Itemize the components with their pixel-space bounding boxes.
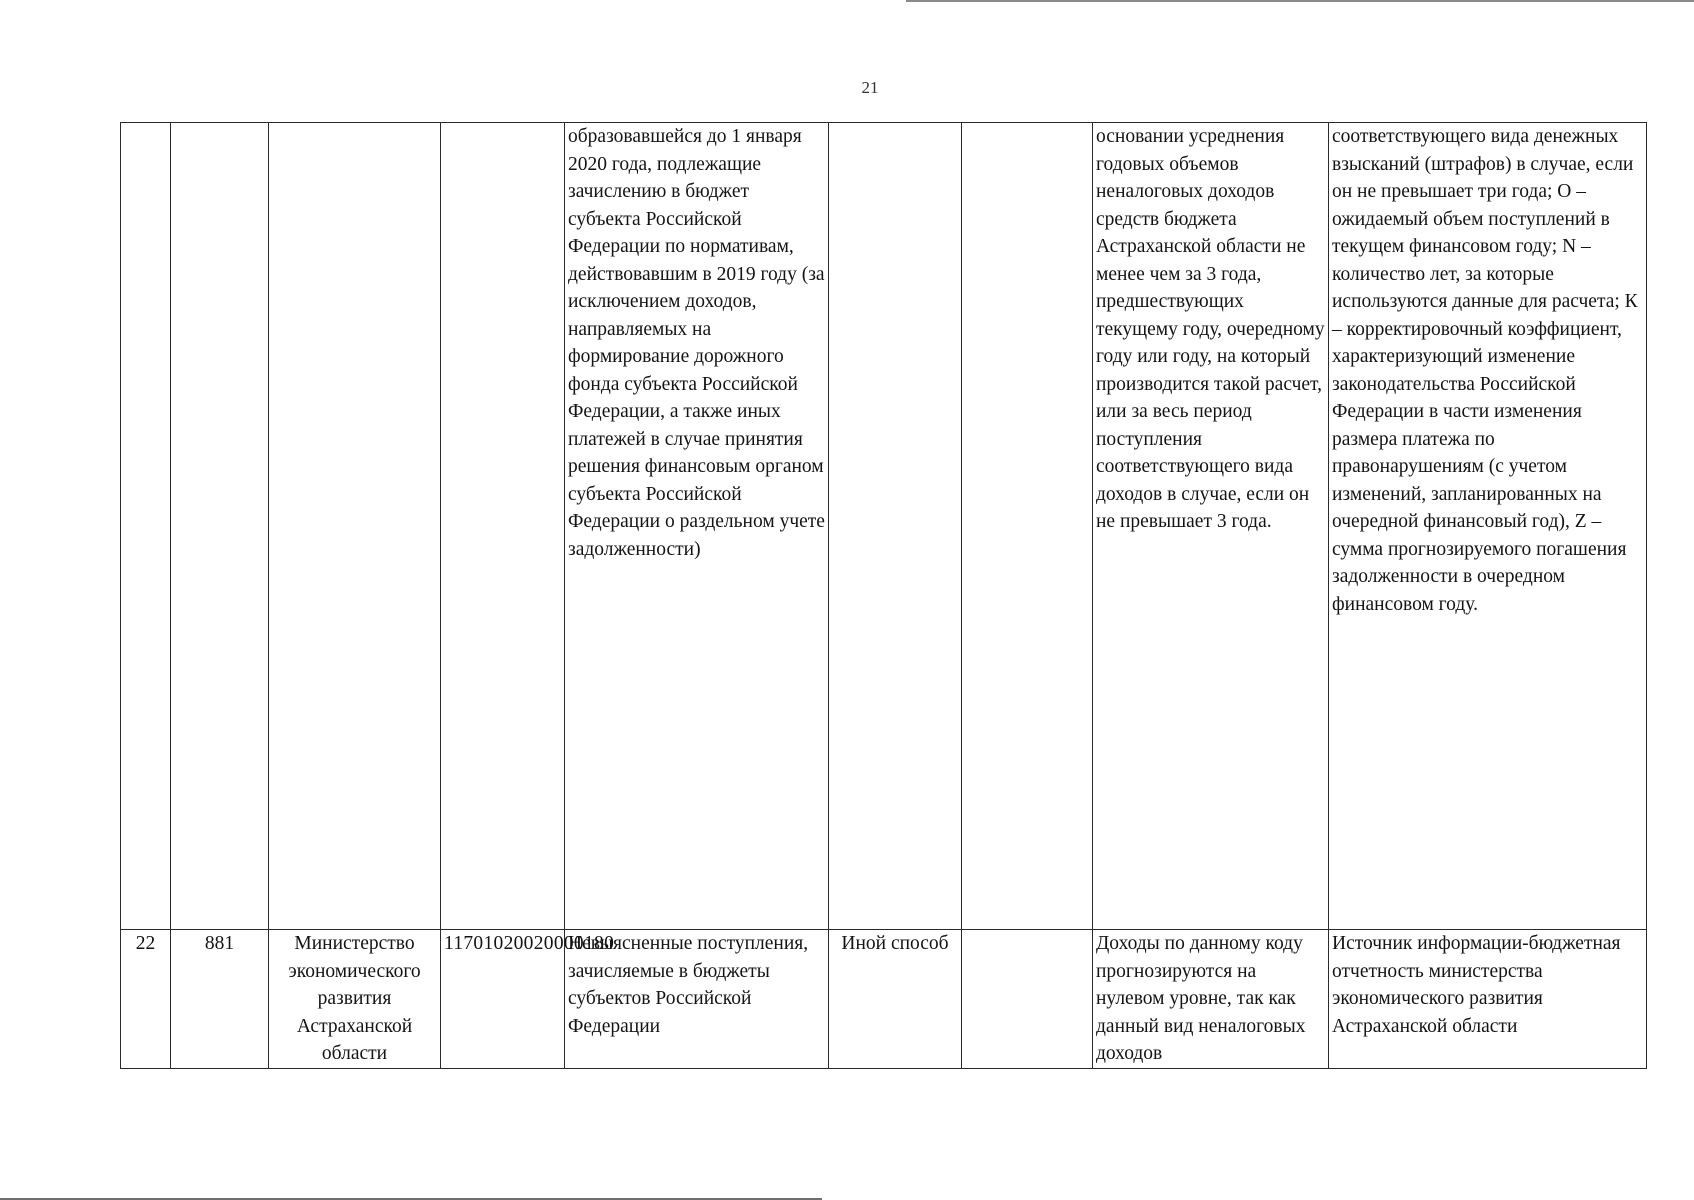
row-number-cell: 22	[121, 930, 171, 1069]
algorithm-cell: Доходы по данному коду прогнозируются на нулевом уровне, так как данный вид неналоговых доходов	[1093, 930, 1329, 1069]
description-cell: Источник информации-бюджетная отчетность министерства экономического развития Астраханской области	[1329, 930, 1647, 1069]
admin-code-cell	[171, 123, 269, 930]
kbk-code-cell	[441, 123, 565, 930]
revenue-name-cell: Невыясненные поступления, зачисляемые в бюджеты субъектов Российской Федерации	[565, 930, 829, 1069]
formula-cell	[962, 930, 1093, 1069]
revenue-name-cell: образовавшейся до 1 января 2020 года, подлежащие зачислению в бюджет субъекта Российской Федерации по нормативам, действовавшим в 2019 году (за исключением доходов, направляемых на формирование дорожного фонда субъекта Российской Федерации, а также иных платежей в случае принятия решения финансовым органом субъекта Российской Федерации о раздельном учете задолженности)	[565, 123, 829, 930]
forecast-method-cell: Иной способ	[829, 930, 962, 1069]
administrator-cell: Министерство экономического развития Астраханской области	[269, 930, 441, 1069]
top-scan-line	[906, 0, 1694, 2]
admin-code-cell: 881	[171, 930, 269, 1069]
page-number: 21	[861, 78, 879, 97]
algorithm-cell: основании усреднения годовых объемов неналоговых доходов средств бюджета Астраханской области не менее чем за 3 года, предшествующих текущему году, очередному году или году, на который производится такой расчет, или за весь период поступления соответствующего вида доходов в случае, если он не превышает 3 года.	[1093, 123, 1329, 930]
revenue-forecast-table	[120, 122, 1647, 1069]
forecast-method-cell	[829, 123, 962, 930]
kbk-code-cell: 11701020020000180	[441, 930, 565, 1069]
administrator-cell	[269, 123, 441, 930]
formula-cell	[962, 123, 1093, 930]
row-number-cell	[121, 123, 171, 930]
description-cell: соответствующего вида денежных взысканий (штрафов) в случае, если он не превышает три года; О – ожидаемый объем поступлений в текущем финансовом году; N – количество лет, за которые используются данные для расчета; К – корректировочный коэффициент, характеризующий изменение законодательства Российской Федерации в части изменения размера платежа по правонарушениям (с учетом изменений, запланированных на очередной финансовый год), Z – сумма прогнозируемого погашения задолженности в очередном финансовом году.	[1329, 123, 1647, 930]
table-row	[121, 930, 1647, 1069]
table-row	[121, 123, 1647, 930]
